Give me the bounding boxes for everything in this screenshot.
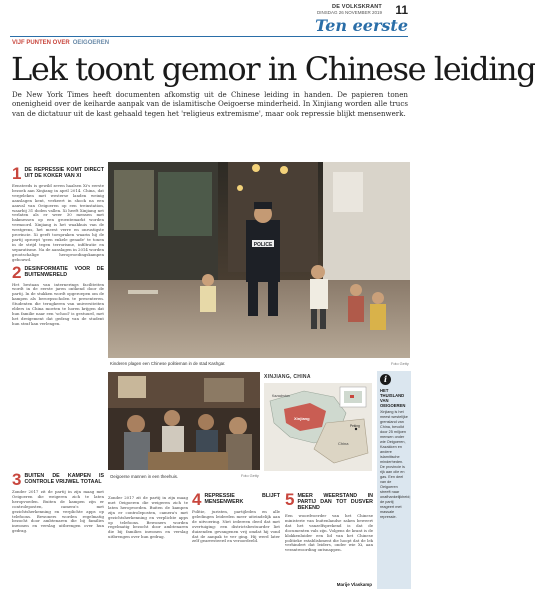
point-5-column xyxy=(285,490,373,580)
issue-date: DINSDAG 26 NOVEMBER 2019 xyxy=(316,10,382,15)
section-title: Ten eerste xyxy=(315,16,408,35)
kicker-topic: OEIGOEREN xyxy=(72,40,110,46)
photo-2-credit: Foto Getty xyxy=(241,474,259,478)
point-4-number: 4 xyxy=(192,490,202,509)
point-3-heading xyxy=(12,472,104,487)
point-2-title: DESINFORMATIE VOOR DE BUITENWERELD xyxy=(24,265,104,278)
point-1-body: Eensteeds is gewild zeven haalsen Xi's eerste bezoek aan Xinjiang in april 2014. China, dat vergeleken met westerse landen weinig aanslagen kent, verkeert in shock na een aanval van Oeigoeren op een treinstation, waarbij 31 doden vallen. Xi heeft Xinjiang net verlaten als er weer 30 mensen met bakmessen op een groentemarkt worden vermoord. Xinjiang is het waakhuis van de westgrens, het meest verre en onrustigste provincie. Xi geeft toespraken waarin hij de partij oproept 'geen enkele genade' te tonen in de strijd tegen terrorisme, infiltratie en separatisme. Na de aanslagen in 2014 worden grootschalige heropvoedingskampen gebouwd. xyxy=(12,183,104,262)
point-2-body: Het bestaan van internerings faciliteiten wordt in de eerste jaren ontkend door de partij. In de stukken wordt opgeroepen om de kampen als beroepsscholen te presenteren. Studenten die terugkeren van universiteiten elders in China moeten te horen krijgen dat hun familie naar een 'school' is gestuurd, met het dreigement dat gedrag van de student hun straf kan verlengen. xyxy=(12,281,104,326)
teahouse-illustration xyxy=(108,372,260,470)
police-sign: POLICE xyxy=(253,242,273,248)
intro-paragraph: De New York Times heeft documenten afkomstig uit de Chinese leiding in handen. De papieren tonen onenigheid over de keiharde aanpak van de islamitische Oeigoerse minderheid. In Xinjiang worden alle trucs van de dictatuur uit de kast gehaald tegen het 'religieus extremisme', maar ook repressie blijkt mensenwerk. xyxy=(12,90,408,118)
street-scene-illustration xyxy=(108,162,410,358)
byline: Marije Vlaskamp xyxy=(336,582,372,587)
main-photo xyxy=(108,162,410,358)
photo-1-credit: Foto Getty xyxy=(391,362,409,366)
teahouse-photo xyxy=(108,372,260,470)
point-1-title: DE REPRESSIE KOMT DIRECT UIT DE KOKER VAN XI xyxy=(24,167,104,179)
point-4-body: Politie, juristen, partijleden en alle geledingen leiderden meer uiteindelijk aan de uitvoering. Niet iedereen deed dat met overtuiging: een districtsbestuurder liet duizenden gevangenen vrij omdat hij vond dat de aanpak te ver ging. Hij werd later zelf gearresteerd en veroordeeld. xyxy=(192,509,280,544)
point-3-body: Zonder 2017 zit de partij in zijn maag met Oeigoeren die weigeren zich te laten heropvoeden. Buiten de kampen zijn er controleposten, camera's met gezichtsherkenning en verplichte apps op telefoons. Bewoners worden regelmatig bezocht door ambtenaren die bij families inwonen en verslag uitbrengen over hun gedrag. xyxy=(12,489,104,534)
masthead xyxy=(0,0,418,38)
map-label-peking: Peking xyxy=(350,424,360,428)
point-5-title: MEER WEERSTAND IN PARTIJ DAN TOT DUSVER BEKEND xyxy=(297,493,373,511)
point-5-heading xyxy=(285,492,373,511)
map-label-china: China xyxy=(338,441,349,446)
point-5-body: Een woordvoerder van het Chinese ministerie van buitenlandse zaken beweert dat het vanzelfsprekend is dat de documenten vals zijn. Volgens de krant is de klokkenluider een lid van het Chinese politieke establishment die hoopt dat de lek verhindert dat leiders, onder wie Xi, aan verantwoording ontsnappen. xyxy=(285,513,373,553)
info-icon: i xyxy=(380,374,391,385)
left-column xyxy=(12,164,104,388)
kicker-label: VIJF PUNTEN OVER xyxy=(12,40,70,46)
newspaper-name: DE VOLKSKRANT xyxy=(332,4,382,10)
map-label-kazakhstan: Kazachstan xyxy=(272,394,290,398)
xinjiang-map xyxy=(264,383,372,471)
point-1-number: 1 xyxy=(12,164,22,183)
point-3-title: BUITEN DE KAMPEN IS CONTROLE VRIJWEL TOTAAL xyxy=(24,473,104,485)
top-rule xyxy=(10,36,408,37)
kicker xyxy=(12,40,109,46)
map-illustration xyxy=(264,383,372,471)
sidebar-body: Xinjiang is het meest westelijke grensland van China, bevolkt door 25 miljoen mensen onder wie Oeigoeren, Kazakken en andere islamitische minderheden. De provincie is rijk aan olie en gas. Een deel van de Oeigoeren streeft naar onafhankelijkheid; de partij reageert met massale repressie. xyxy=(380,410,411,519)
photo-2-caption: Oeigoerse mannen in een theehuis. xyxy=(110,474,179,479)
point-3-body-continued: Zonder 2017 zit de partij in zijn maag met Oeigoeren die weigeren zich te laten heropvoeden. Buiten de kampen zijn er controleposten, camera's met gezichtsherkenning en verplichte apps op telefoons. Bewoners worden regelmatig bezocht door ambtenaren die bij families inwonen en verslag uitbrengen over hun gedrag. xyxy=(108,495,188,540)
point-3-column xyxy=(12,470,104,590)
map-label-xinjiang: Xinjiang xyxy=(294,416,310,421)
headline: Lek toont gemor in Chinese leiding xyxy=(11,50,535,88)
point-4-column xyxy=(192,490,280,590)
point-4-title: REPRESSIE BLIJFT MENSENWERK xyxy=(204,493,280,505)
point-1-heading xyxy=(12,166,104,181)
info-sidebar xyxy=(377,371,411,589)
sidebar-title: HET THUISLAND VAN OEIGOEREN xyxy=(380,388,406,408)
point-4-heading xyxy=(192,492,280,507)
point-3-continued xyxy=(108,496,188,590)
point-2-heading xyxy=(12,262,104,282)
map-title: XINJIANG, CHINA xyxy=(264,374,311,380)
photo-1-caption: Kinderen plagen een Chinese politieman in de stad Kashgar. xyxy=(110,361,226,366)
point-3-number: 3 xyxy=(12,470,22,489)
point-2-number: 2 xyxy=(12,262,22,282)
point-5-number: 5 xyxy=(285,490,295,509)
page-number: 11 xyxy=(395,3,408,17)
